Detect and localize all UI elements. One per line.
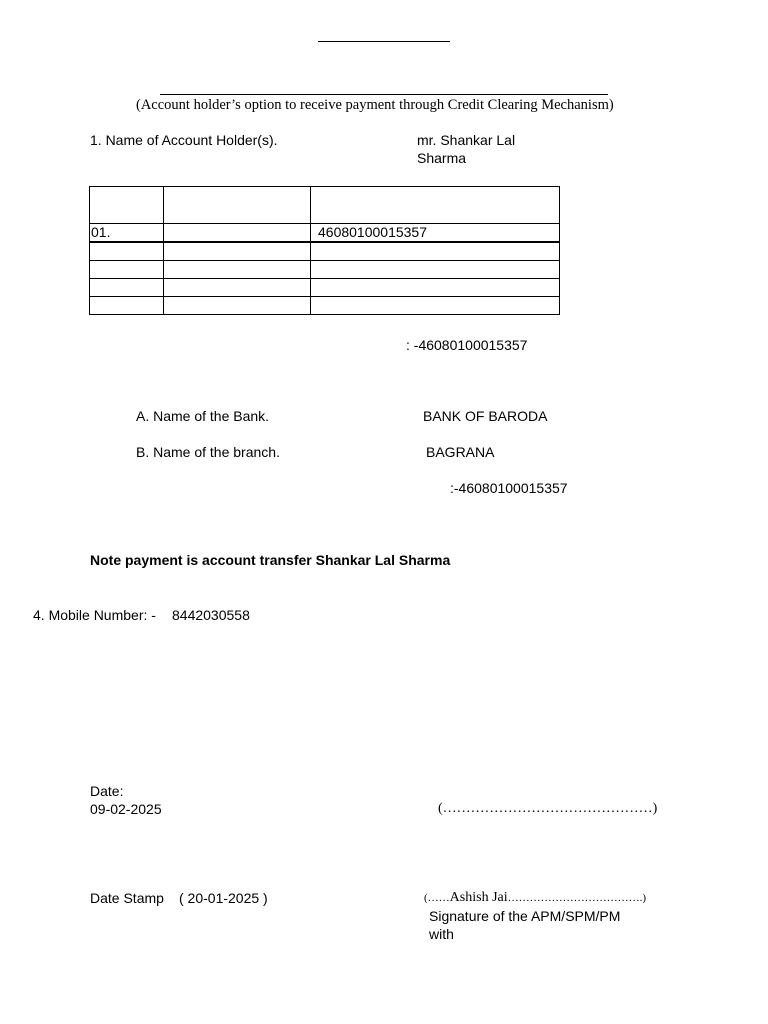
table-cell	[164, 224, 311, 243]
mobile-number-value: 8442030558	[172, 607, 250, 623]
account-holder-name-line1: mr. Shankar Lal	[417, 132, 516, 148]
date-stamp-value: ( 20-01-2025 )	[179, 890, 268, 906]
signer-line	[424, 890, 646, 906]
bank-name-value: BANK OF BARODA	[423, 408, 548, 424]
branch-name-label: B. Name of the branch.	[136, 444, 280, 460]
table-row	[90, 261, 560, 279]
table-cell	[311, 187, 560, 224]
table-row	[90, 297, 560, 315]
bank-name-label: A. Name of the Bank.	[136, 408, 270, 424]
title-underline	[160, 94, 608, 95]
account-holder-name-line2: Sharma	[417, 150, 467, 166]
table-cell	[164, 242, 311, 261]
table-cell	[164, 297, 311, 315]
branch-name-value: BAGRANA	[426, 444, 495, 460]
table-cell	[90, 279, 164, 297]
table-cell	[311, 297, 560, 315]
table-cell	[311, 261, 560, 279]
table-cell	[164, 279, 311, 297]
table-cell	[311, 279, 560, 297]
signature-caption-line2: with	[429, 926, 454, 942]
date-value: 09-02-2025	[90, 801, 162, 817]
signature-blank: (………………………………………)	[438, 801, 658, 816]
table-cell	[311, 242, 560, 261]
table-cell-account-number: 46080100015357	[311, 224, 560, 243]
header-rule	[318, 41, 450, 42]
account-number-line: : -46080100015357	[406, 337, 528, 353]
table-row	[90, 279, 560, 297]
table-cell	[164, 187, 311, 224]
date-stamp-label: Date Stamp	[90, 890, 164, 906]
signature-caption-line1: Signature of the APM/SPM/PM	[429, 908, 621, 924]
table-cell	[90, 242, 164, 261]
table-cell	[164, 261, 311, 279]
account-table	[89, 186, 560, 315]
table-row	[90, 224, 560, 243]
table-cell-serial: 01.	[90, 224, 164, 243]
table-header-row	[90, 187, 560, 224]
table-cell	[90, 261, 164, 279]
table-row	[90, 242, 560, 261]
form-subtitle: (Account holder’s option to receive payment through Credit Clearing Mechanism)	[136, 97, 614, 113]
mobile-number-label: 4. Mobile Number: -	[33, 607, 156, 623]
signer-name: Ashish Jai	[449, 890, 508, 905]
date-label: Date:	[90, 783, 124, 799]
table-cell	[90, 297, 164, 315]
payment-note: Note payment is account transfer Shankar Lal Sharma	[90, 552, 451, 568]
table-cell	[90, 187, 164, 224]
signer-suffix: ……………………………….)	[507, 892, 647, 904]
account-holder-label: 1. Name of Account Holder(s).	[90, 132, 278, 148]
signer-prefix: (……	[424, 892, 450, 904]
ifsc-line: :-46080100015357	[450, 480, 568, 496]
